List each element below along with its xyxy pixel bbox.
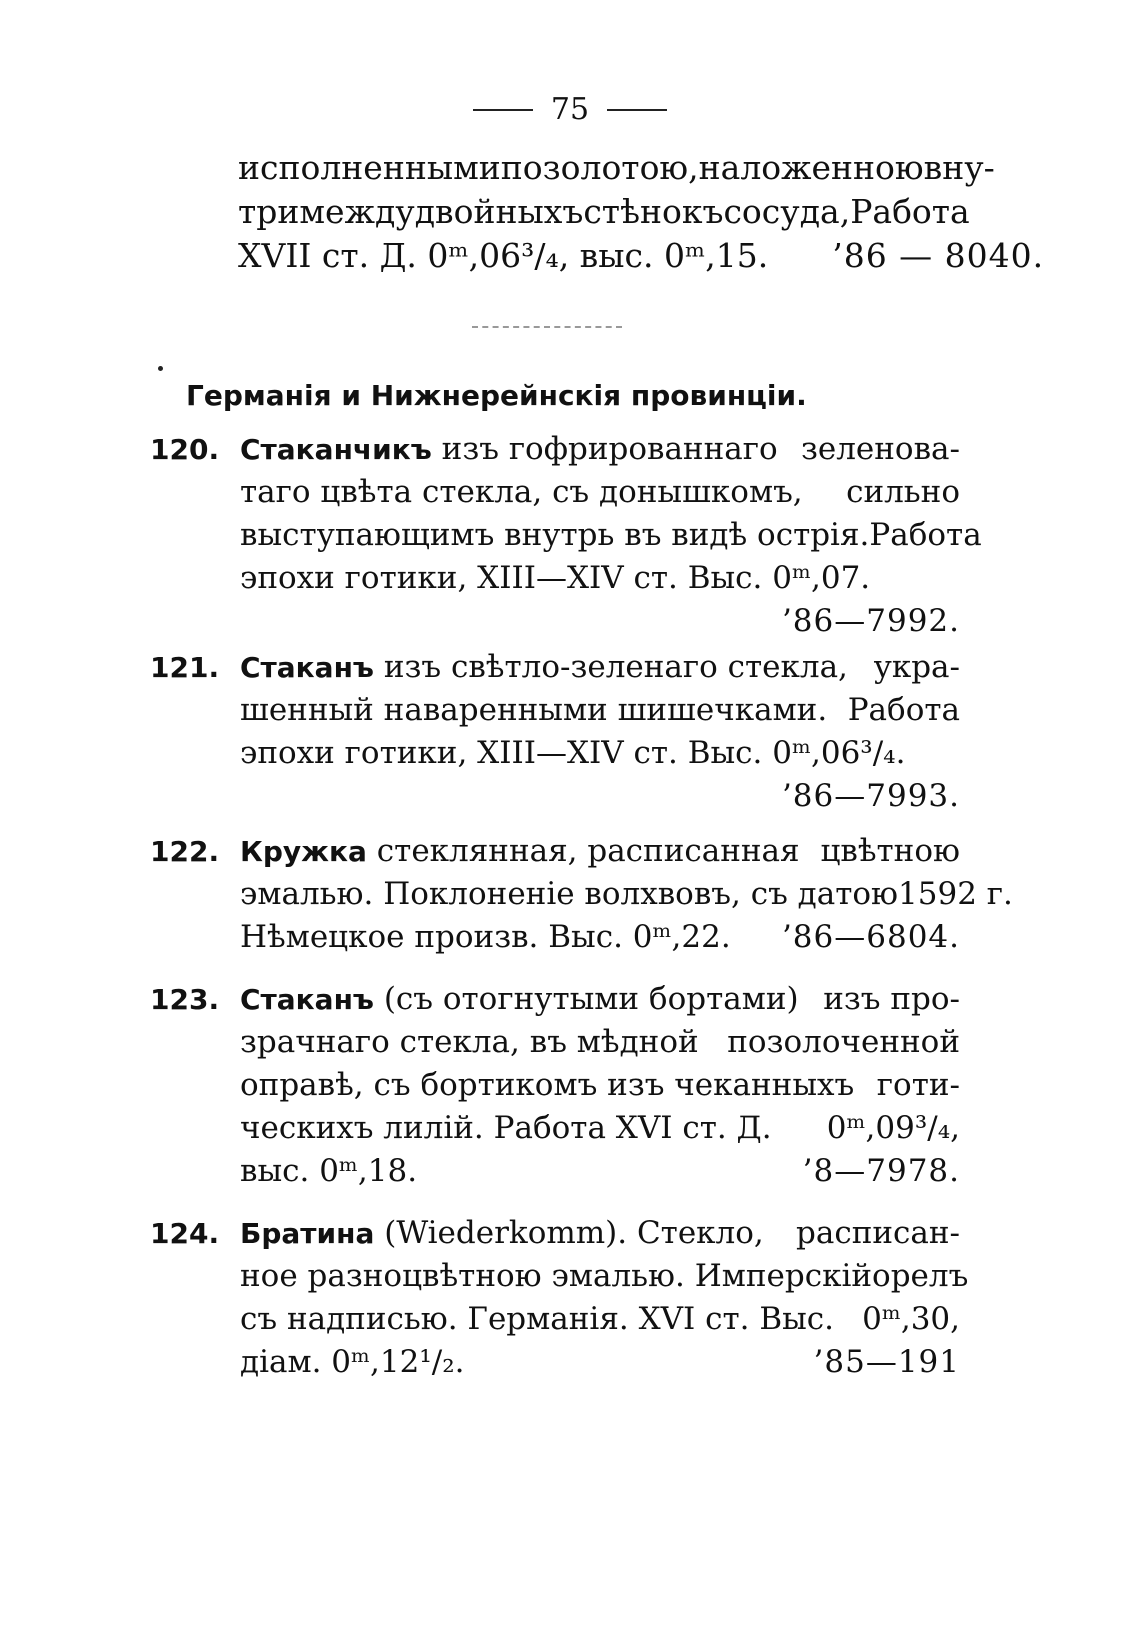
- inventory-reference: ’8—7978.: [802, 1153, 960, 1189]
- entry-text: ческихъ лилій. Работа XVI ст. Д.: [240, 1110, 772, 1146]
- entry-text: орелъ: [872, 1258, 969, 1294]
- entry-term: Братина: [240, 1217, 375, 1250]
- entry-text: оправѣ, съ бортикомъ изъ чеканныхъ: [240, 1067, 855, 1103]
- section-heading: Германія и Нижнерейнскія провинціи.: [186, 379, 807, 412]
- word: три: [238, 192, 300, 231]
- entry-line: [240, 557, 960, 600]
- entry-line: [240, 873, 1013, 916]
- page-number-left-rule: [473, 109, 533, 111]
- word: сосуда,: [723, 192, 851, 231]
- entry-line: [240, 1064, 960, 1107]
- word: исполненными: [238, 148, 501, 187]
- page-number: [0, 90, 1140, 130]
- entry-line: [240, 428, 960, 471]
- entry-text: 0ᵐ,30,: [862, 1301, 960, 1337]
- word: стѣнокъ: [583, 192, 724, 231]
- inventory-reference: ’86 — 8040.: [832, 236, 1045, 275]
- entry-text: сильно: [846, 474, 960, 510]
- entry-text: готи-: [876, 1067, 960, 1103]
- entry-text: Работа: [869, 517, 982, 553]
- page-number-text: 75: [550, 92, 590, 127]
- word: Работа: [850, 192, 970, 231]
- entry-body: [240, 978, 960, 1193]
- entry-text: выступающимъ внутрь въ видѣ острія.: [240, 517, 870, 553]
- entry-text: Работа: [847, 692, 960, 728]
- entry-line: [240, 514, 982, 557]
- carryover-dimensions: XVII ст. Д. 0ᵐ,06³/₄, выс. 0ᵐ,15.: [238, 236, 769, 275]
- entry-text: зеленова-: [800, 431, 960, 467]
- entry-text: зрачнаго стекла, въ мѣдной: [240, 1024, 699, 1060]
- entry-text: 0ᵐ,09³/₄,: [826, 1110, 960, 1146]
- entry-body: [240, 830, 1013, 959]
- entry-text: расписан-: [796, 1215, 960, 1251]
- page-number-right-rule: [607, 109, 667, 111]
- entry-text: эмалью. Поклоненіе волхвовъ, съ датою: [240, 876, 899, 912]
- entry-line: [240, 1021, 960, 1064]
- word: наложенною: [698, 148, 924, 187]
- entry-line: [240, 978, 960, 1021]
- entry-body: [240, 428, 982, 643]
- carryover-line: [238, 190, 970, 234]
- entry-text: укра-: [873, 649, 960, 685]
- carryover-line: [238, 234, 1045, 278]
- entry-line: [240, 1107, 960, 1150]
- word: между: [299, 192, 415, 231]
- entry-line: [240, 1255, 969, 1298]
- entry-text: 1592 г.: [898, 876, 1013, 912]
- entry-line: [240, 646, 960, 689]
- inventory-reference: ’85—191: [813, 1344, 960, 1380]
- entry-line: [240, 916, 960, 959]
- entry-text: эпохи готики, XIII—XIV ст. Выс. 0ᵐ,07.: [240, 560, 871, 596]
- entry-lead: Стаканъ (съ отогнутыми бортами): [240, 981, 799, 1017]
- entry-term: Стаканъ: [240, 983, 374, 1016]
- entry-number: 122.: [150, 835, 220, 868]
- word: двойныхъ: [414, 192, 584, 231]
- ink-dot: [158, 366, 163, 371]
- entry-line: [240, 775, 960, 818]
- entry-number: 124.: [150, 1217, 220, 1250]
- entry-text: позолоченной: [727, 1024, 960, 1060]
- entry-line: [240, 689, 960, 732]
- entry-lead: Стаканчикъ изъ гофрированнаго: [240, 431, 778, 467]
- entry-body: [240, 646, 960, 818]
- entry-line: [240, 1212, 960, 1255]
- entry-text: цвѣтною: [820, 833, 960, 869]
- entry-text: таго цвѣта стекла, съ донышкомъ,: [240, 474, 803, 510]
- entry-body: [240, 1212, 969, 1384]
- inventory-reference: ’86—7992.: [781, 603, 960, 639]
- entry-text: діам. 0ᵐ,12¹/₂.: [240, 1344, 465, 1380]
- entry-text: изъ про-: [823, 981, 960, 1017]
- entry-line: [240, 600, 960, 643]
- entry-lead: Братина (Wiederkomm). Стекло,: [240, 1215, 764, 1251]
- inventory-reference: ’86—7993.: [781, 778, 960, 814]
- word: вну-: [923, 148, 995, 187]
- entry-text: ное разноцвѣтною эмалью. Имперскій: [240, 1258, 873, 1294]
- entry-number: 120.: [150, 433, 220, 466]
- entry-line: [240, 471, 960, 514]
- word: позолотою,: [500, 148, 699, 187]
- entry-term: Стаканъ: [240, 651, 374, 684]
- entry-line: [240, 830, 960, 873]
- entry-number: 121.: [150, 651, 220, 684]
- entry-text: Нѣмецкое произв. Выс. 0ᵐ,22.: [240, 919, 731, 955]
- entry-lead: Кружка стеклянная, расписанная: [240, 833, 800, 869]
- carryover-paragraph: [238, 146, 1045, 278]
- entry-term: Стаканчикъ: [240, 433, 432, 466]
- carryover-line: [238, 146, 995, 190]
- entry-line: [240, 1341, 960, 1384]
- entry-line: [240, 732, 960, 775]
- entry-text: выс. 0ᵐ,18.: [240, 1153, 418, 1189]
- entry-line: [240, 1298, 960, 1341]
- entry-line: [240, 1150, 960, 1193]
- entry-text: шенный наваренными шишечками.: [240, 692, 828, 728]
- entry-number: 123.: [150, 983, 220, 1016]
- entry-lead: Стаканъ изъ свѣтло-зеленаго стекла,: [240, 649, 848, 685]
- entry-text: эпохи готики, XIII—XIV ст. Выс. 0ᵐ,06³/₄.: [240, 735, 906, 771]
- entry-text: съ надписью. Германія. XVI ст. Выс.: [240, 1301, 835, 1337]
- section-divider: [472, 326, 622, 328]
- inventory-reference: ’86—6804.: [781, 919, 960, 955]
- entry-term: Кружка: [240, 835, 367, 868]
